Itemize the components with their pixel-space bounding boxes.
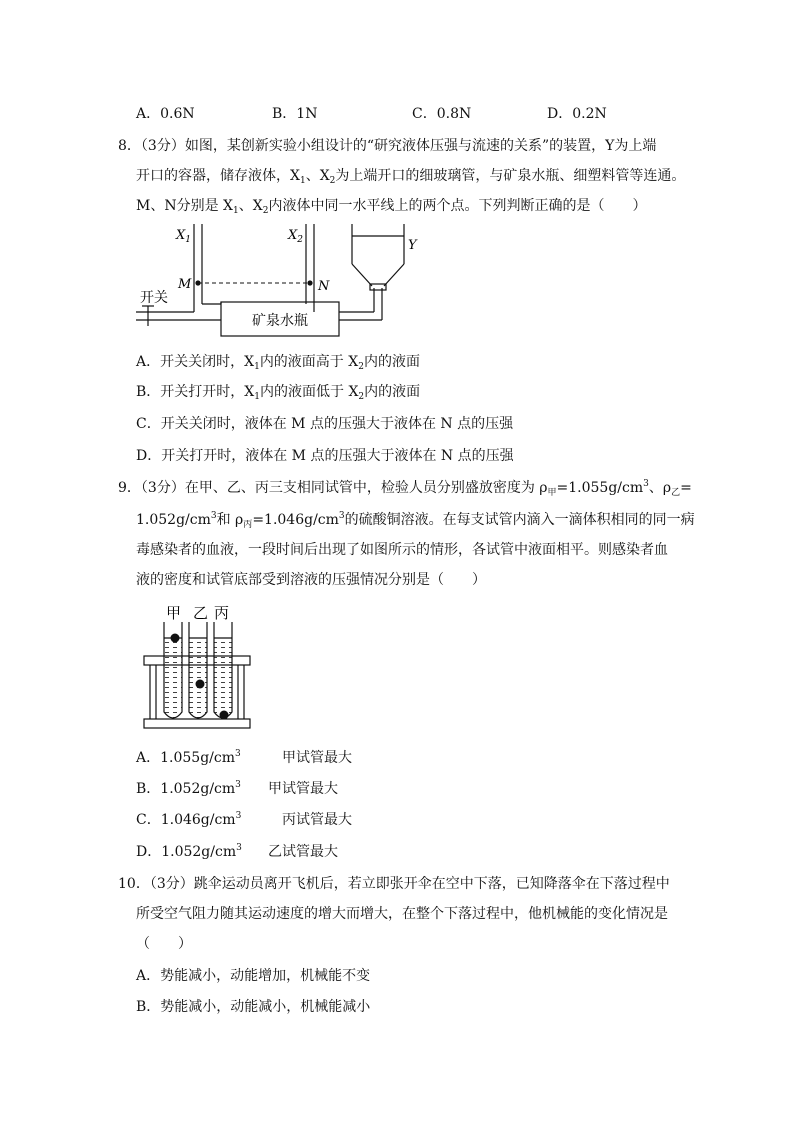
q8-stem-line3: M、N分别是 $X_1$、$X_2$内液体中同一水平线上的两个点。下列判断正确的是（ ）	[136, 198, 647, 216]
q10-stem-line3: （ ）	[136, 936, 192, 952]
q9-stem-line4: 液的密度和试管底部受到溶液的压强情况分别是（ ）	[136, 572, 486, 588]
drop-yi	[196, 680, 205, 689]
q9-stem-line2: $1.052g/cm^3$和 $\rho_丙=1.046g/cm^3$的硫酸铜溶液。在每支试管内滴入一滴体积相同的同一病	[136, 511, 695, 530]
drop-jia	[171, 634, 180, 643]
q9-option-a-desc: 甲试管最大	[282, 750, 352, 766]
label-jia: 甲	[166, 604, 182, 622]
q9-stem-line3: 毒感染者的血液，一段时间后出现了如图所示的情形，各试管中液面相平。则感染者血	[136, 542, 668, 558]
label-y: Y	[408, 238, 417, 253]
label-x2: $X_2$	[288, 228, 303, 245]
q9-stem-line1: 9．（3分）在甲、乙、丙三支相同试管中，检验人员分别盛放密度为 $\rho_甲=1.055g/cm^3$、$\rho_乙=$	[118, 479, 692, 498]
q10-stem-line2: 所受空气阻力随其运动速度的增大而增大，在整个下落过程中，他机械能的变化情况是	[136, 906, 668, 922]
q9-test-tube-rack-figure	[140, 600, 252, 732]
label-x1: $X_1$	[176, 228, 191, 245]
label-yi: 乙	[193, 604, 209, 622]
q10-option-b: B．势能减小，动能减小，机械能减小	[136, 999, 371, 1015]
label-switch: 开关	[140, 290, 168, 306]
q9-option-d-desc: 乙试管最大	[268, 844, 338, 860]
q8-option-b: B．开关打开时，$X_1$内的液面低于 $X_2$内的液面	[136, 384, 421, 402]
q9-option-c: C．$1.046g/cm^3$	[136, 811, 242, 828]
label-bottle: 矿泉水瓶	[252, 313, 308, 329]
q8-option-a: A．开关关闭时，$X_1$内的液面高于 $X_2$内的液面	[136, 354, 420, 372]
point-n	[307, 280, 312, 285]
q7-option-c: C．0.8N	[412, 106, 472, 122]
drop-bing	[220, 711, 229, 720]
q8-option-d: D．开关打开时，液体在 M 点的压强大于液体在 N 点的压强	[136, 448, 514, 464]
label-n: N	[318, 279, 330, 294]
q8-apparatus-figure	[136, 222, 436, 344]
q9-option-b: B．$1.052g/cm^3$	[136, 780, 241, 797]
q10-stem-line1: 10．（3分）跳伞运动员离开飞机后，若立即张开伞在空中下落，已知降落伞在下落过程中	[118, 876, 670, 892]
q10-option-a: A．势能减小，动能增加，机械能不变	[136, 968, 371, 984]
label-bing: 丙	[214, 604, 230, 622]
q8-stem-line2: 开口的容器，储存液体，$X_1$、$X_2$为上端开口的细玻璃管，与矿泉水瓶、细塑料管等连通。	[136, 168, 686, 186]
q7-option-a: A．0.6N	[136, 106, 195, 122]
q8-stem-line1: 8．（3分）如图，某创新实验小组设计的“研究液体压强与流速的关系”的装置，Y为上端	[118, 138, 657, 154]
q7-option-b: B．1N	[272, 106, 318, 122]
q9-option-c-desc: 丙试管最大	[282, 812, 352, 828]
q9-option-d: D．$1.052g/cm^3$	[136, 843, 242, 860]
label-m: M	[178, 277, 192, 292]
q9-option-a: A．$1.055g/cm^3$	[136, 749, 241, 766]
q7-option-d: D．0.2N	[547, 106, 607, 122]
point-m	[195, 280, 200, 285]
q8-option-c: C．开关关闭时，液体在 M 点的压强大于液体在 N 点的压强	[136, 416, 514, 432]
q9-option-b-desc: 甲试管最大	[268, 781, 338, 797]
